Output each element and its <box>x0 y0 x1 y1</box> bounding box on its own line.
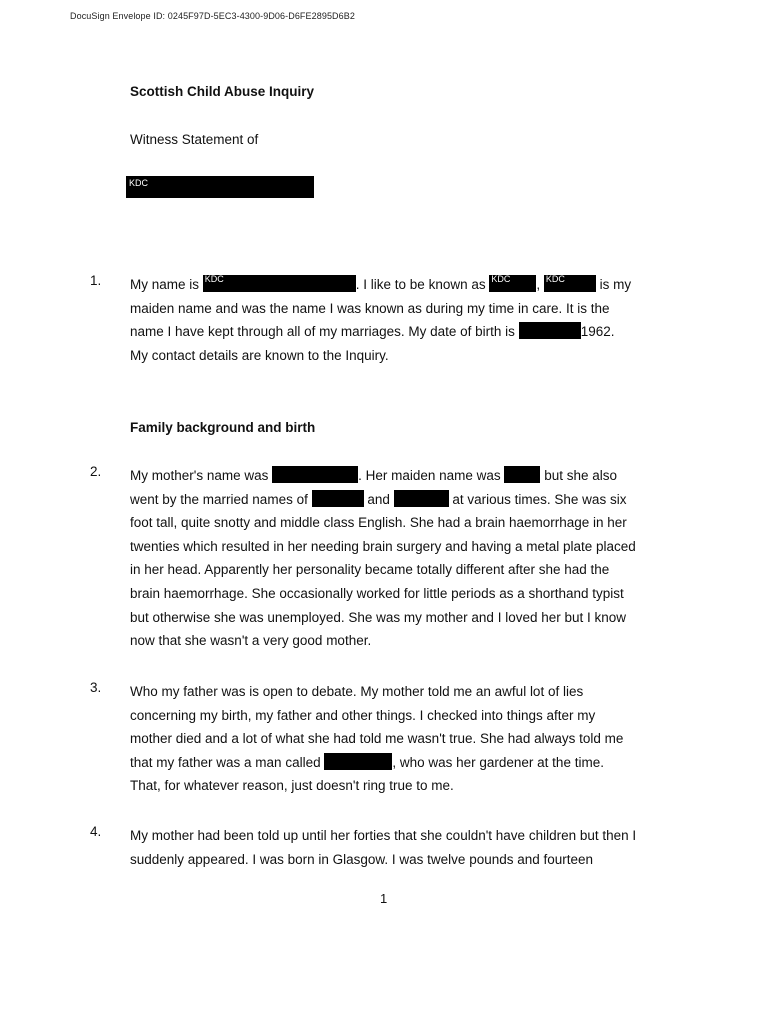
paragraph-line <box>130 273 690 297</box>
text-run: that my father was a man called <box>130 754 325 770</box>
docusign-envelope-id: DocuSign Envelope ID: 0245F97D-5EC3-4300-9D06-D6FE2895D6B2 <box>70 11 355 21</box>
paragraph-3 <box>90 680 650 798</box>
redaction-box <box>489 275 536 292</box>
text-run: My mother's name was <box>130 468 273 483</box>
text-run: at various times. She was six <box>448 491 627 507</box>
paragraph-line: My contact details are known to the Inquiry. <box>130 347 389 363</box>
redaction-box <box>203 275 356 292</box>
paragraph-number: 1. <box>90 273 102 288</box>
text-run: is my <box>595 277 632 292</box>
paragraph-line <box>130 464 690 488</box>
redaction-box <box>519 322 581 339</box>
paragraph-line: Who my father was is open to debate. My mother told me an awful lot of lies <box>130 684 584 699</box>
redaction-code: KDC <box>491 274 511 284</box>
paragraph-number: 3. <box>90 680 102 695</box>
paragraph-line <box>130 488 690 512</box>
paragraph-number: 2. <box>90 464 102 479</box>
paragraph-line <box>130 751 690 775</box>
text-run: but she also <box>540 468 617 483</box>
text-run: name I have kept through all of my marriages. My date of birth is <box>130 324 519 340</box>
paragraph-line: maiden name and was the name I was known as during my time in care. It is the <box>130 300 610 316</box>
text-run: . Her maiden name was <box>358 468 505 483</box>
text-run: . I like to be known as <box>355 277 490 292</box>
paragraph-line: in her head. Apparently her personality became totally different after she had the <box>130 562 610 578</box>
page-number: 1 <box>380 891 388 906</box>
paragraph-line: My mother had been told up until her forties that she couldn't have children but then I <box>130 828 637 843</box>
paragraph-1 <box>90 273 650 367</box>
paragraph-line: but otherwise she was unemployed. She was my mother and I loved her but I know <box>130 609 627 625</box>
paragraph-line: concerning my birth, my father and other things. I checked into things after my <box>130 707 596 723</box>
redaction-box <box>394 490 449 507</box>
text-run: went by the married names of <box>130 491 312 507</box>
paragraph-line <box>130 320 690 344</box>
paragraph-line: brain haemorrhage. She occasionally worked for little periods as a shorthand typist <box>130 585 624 601</box>
redaction-code: KDC <box>129 178 149 188</box>
redaction-box <box>324 753 392 770</box>
text-run: and <box>363 491 394 507</box>
paragraph-line: suddenly appeared. I was born in Glasgow. I was twelve pounds and fourteen <box>130 851 594 867</box>
text-run: , <box>536 277 544 292</box>
paragraph-line: twenties which resulted in her needing brain surgery and having a metal plate placed <box>130 538 636 554</box>
witness-name-redaction <box>126 176 314 198</box>
paragraph-line: now that she wasn't a very good mother. <box>130 633 372 649</box>
paragraph-line: That, for whatever reason, just doesn't ring true to me. <box>130 778 454 794</box>
redaction-box <box>312 490 364 507</box>
redaction-code: KDC <box>204 274 224 284</box>
redaction-box <box>544 275 596 292</box>
redaction-code: KDC <box>545 274 565 284</box>
text-run: 1962. <box>580 324 615 340</box>
paragraph-2 <box>90 464 650 653</box>
paragraph-4 <box>90 824 650 871</box>
paragraph-line: mother died and a lot of what she had told me wasn't true. She had always told me <box>130 731 624 747</box>
paragraph-line: foot tall, quite snotty and middle class English. She had a brain haemorrhage in her <box>130 515 627 531</box>
paragraph-number: 4. <box>90 824 102 839</box>
document-title: Scottish Child Abuse Inquiry <box>130 84 315 99</box>
redaction-box <box>272 466 358 483</box>
redaction-box <box>504 466 540 483</box>
witness-statement-label: Witness Statement of <box>130 132 259 147</box>
text-run: , who was her gardener at the time. <box>392 754 604 770</box>
section-heading: Family background and birth <box>130 420 316 435</box>
text-run: My name is <box>130 277 203 292</box>
